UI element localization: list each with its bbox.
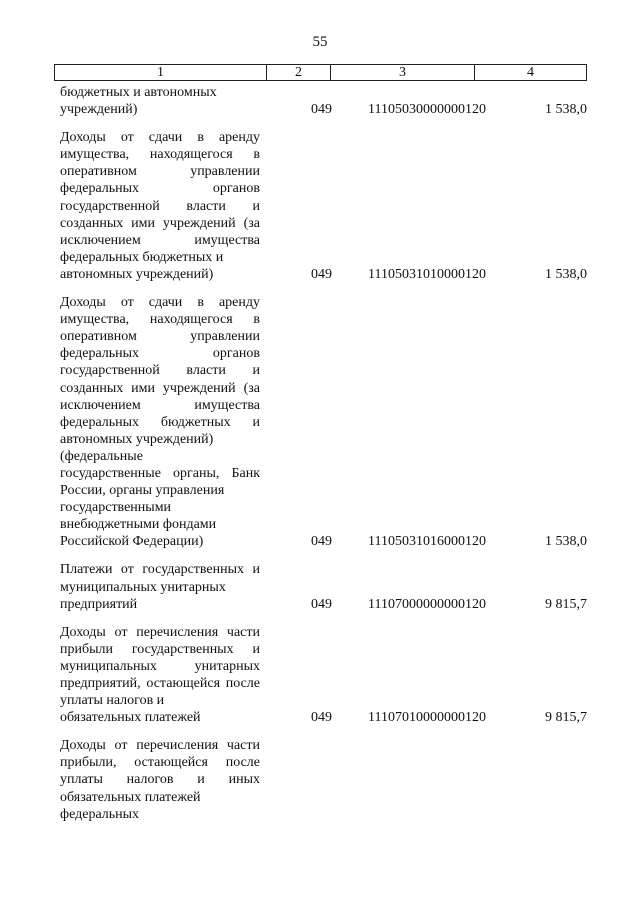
row-amount: 9 815,7 <box>545 710 587 726</box>
table-row <box>60 624 587 727</box>
column-header-3: 3 <box>330 65 474 80</box>
table-row <box>60 84 587 118</box>
table-body <box>60 84 587 823</box>
row-classification-code: 11107000000000120 <box>368 596 486 612</box>
table-header <box>54 64 587 81</box>
row-amount: 9 815,7 <box>545 596 587 612</box>
table-row <box>60 129 587 283</box>
row-admin-code: 049 <box>311 102 332 118</box>
column-header-1: 1 <box>157 65 164 80</box>
column-header-2: 2 <box>266 65 330 80</box>
row-description: бюджетных и автономных учреждений) <box>60 85 217 118</box>
row-classification-code: 11105031010000120 <box>368 266 486 282</box>
row-amount: 1 538,0 <box>545 102 587 118</box>
row-description: Доходы от сдачи в аренду имущества, находящегося в оперативном управлении федеральных органов государственной власти и созданных ими учреждений (за исключением имущества федеральных бюджетных и автономных учреждений) (федеральные государственные органы, Банк России, органы управления государственными внебюджетными фондами Российской Федерации) <box>60 295 260 550</box>
page-number: 55 <box>312 34 328 50</box>
row-classification-code: 11105030000000120 <box>368 102 486 118</box>
row-admin-code: 049 <box>311 534 332 550</box>
row-description: Доходы от сдачи в аренду имущества, находящегося в оперативном управлении федеральных органов государственной власти и созданных ими учреждений (за исключением имущества федеральных бюджетных и автономных учреждений) <box>60 130 260 282</box>
row-admin-code: 049 <box>311 596 332 612</box>
row-classification-code: 11107010000000120 <box>368 710 486 726</box>
table-row <box>60 737 587 822</box>
row-description: Доходы от перечисления части прибыли государственных и муниципальных унитарных предприятий, остающейся после уплаты налогов и обязательных платежей <box>60 624 260 726</box>
row-admin-code: 049 <box>311 710 332 726</box>
row-amount: 1 538,0 <box>545 266 587 282</box>
row-description: Платежи от государственных и муниципальных унитарных предприятий <box>60 562 260 612</box>
row-classification-code: 11105031016000120 <box>368 534 486 550</box>
column-header-4: 4 <box>474 65 586 80</box>
table-row <box>60 561 587 612</box>
row-admin-code: 049 <box>311 266 332 282</box>
row-description: Доходы от перечисления части прибыли, остающейся после уплаты налогов и иных обязательных платежей федеральных <box>60 738 260 822</box>
row-amount: 1 538,0 <box>545 534 587 550</box>
table-row <box>60 294 587 550</box>
